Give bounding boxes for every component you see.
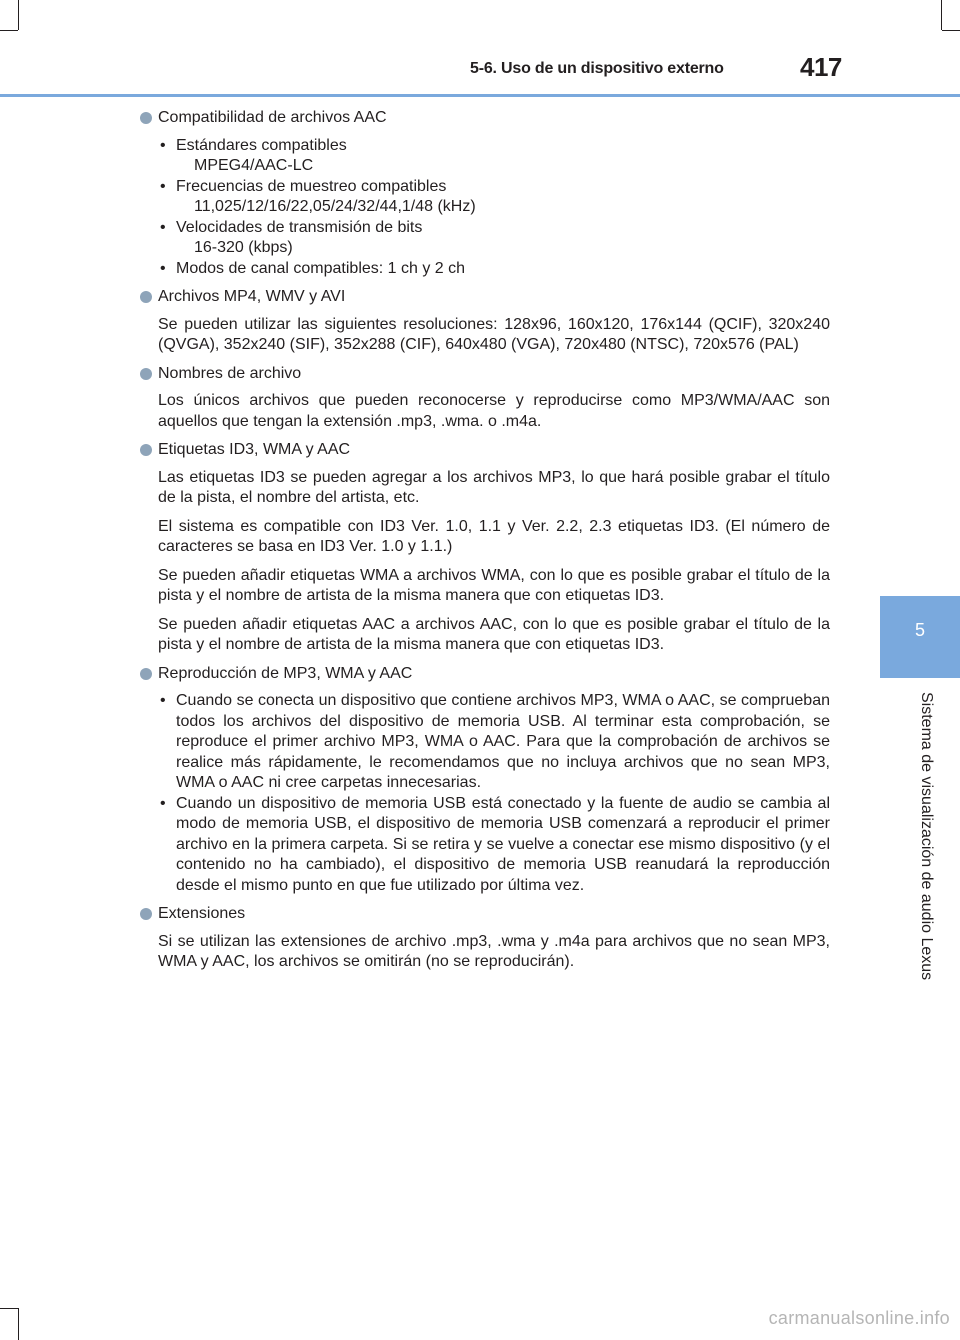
body-paragraph: Las etiquetas ID3 se pueden agregar a los archivos MP3, lo que hará posible grabar el título de la pista, el nombre del artista, etc. — [158, 468, 830, 506]
section-heading — [140, 904, 830, 925]
crop-mark — [0, 30, 18, 31]
main-content — [140, 108, 830, 981]
list-item — [158, 691, 830, 794]
list-item-text: Velocidades de transmisión de bits — [176, 218, 423, 236]
bullet-dot-icon — [140, 444, 152, 456]
list-item — [158, 177, 830, 198]
crop-mark — [941, 0, 942, 30]
content-section — [140, 440, 830, 656]
section-heading-text: Nombres de archivo — [158, 364, 302, 382]
body-paragraph: Se pueden utilizar las siguientes resoluciones: 128x96, 160x120, 176x144 (QCIF), 320x240 (QVGA), 352x240 (SIF), 352x288 (CIF), 640x480 (VGA), 720x480 (NTSC), 720x576 (PAL) — [158, 315, 830, 353]
list-item-value: 16-320 (kbps) — [194, 239, 293, 256]
bullet-mark-icon: • — [160, 794, 166, 812]
section-heading-text: Extensiones — [158, 905, 246, 922]
section-heading — [140, 108, 830, 129]
crop-mark — [942, 30, 960, 31]
list-item-text: Estándares compatibles — [176, 136, 347, 154]
body-paragraph: El sistema es compatible con ID3 Ver. 1.0, 1.1 y Ver. 2.2, 2.3 etiquetas ID3. (El número de caracteres se basa en ID3 Ver. 1.0 y 1.1.) — [158, 517, 830, 555]
watermark: carmanualsonline.info — [768, 1308, 950, 1328]
section-heading — [140, 440, 830, 461]
crop-mark — [18, 1308, 19, 1340]
page-number: 417 — [800, 52, 842, 82]
list-item-text: Frecuencias de muestreo compatibles — [176, 177, 447, 195]
section-heading — [140, 287, 830, 308]
body-paragraph: Se pueden añadir etiquetas AAC a archivos AAC, con lo que es posible grabar el título de la pista y el nombre de artista de la misma manera que con etiquetas ID3. — [158, 615, 830, 653]
body-paragraph: Se pueden añadir etiquetas WMA a archivos WMA, con lo que es posible grabar el título de la pista y el nombre de artista de la misma manera que con etiquetas ID3. — [158, 566, 830, 604]
bullet-list — [140, 136, 830, 280]
bullet-list — [140, 691, 830, 896]
content-section — [140, 287, 830, 356]
list-item-text: Modos de canal compatibles: 1 ch y 2 ch — [176, 259, 466, 277]
list-item-text: Cuando un dispositivo de memoria USB está conectado y la fuente de audio se cambia al modo de memoria USB, el dispositivo de memoria USB comenzará a reproducir el primer archivo en la primera carpeta. Si se retira y se vuelve a conectar ese mismo dispositivo (y el contenido no ha cambiado), el dispositivo de memoria USB reanudará la reproducción desde el mismo punto en que fue utilizado por última vez. — [176, 794, 830, 894]
section-heading-text: Archivos MP4, WMV y AVI — [158, 288, 346, 305]
crop-mark — [0, 1308, 18, 1309]
bullet-mark-icon: • — [160, 177, 166, 195]
body-paragraph: Los únicos archivos que pueden reconocerse y reproducirse como MP3/WMA/AAC son aquellos que tengan la extensión .mp3, .wma. o .m4a. — [158, 392, 830, 430]
list-item — [158, 136, 830, 157]
bullet-mark-icon: • — [160, 692, 166, 709]
bullet-dot-icon — [140, 291, 152, 303]
section-heading-text: Reproducción de MP3, WMA y AAC — [158, 664, 413, 682]
bullet-mark-icon: • — [160, 218, 166, 236]
bullet-mark-icon: • — [160, 136, 166, 154]
side-tab-chapter-number: 5 — [914, 620, 925, 640]
bullet-dot-icon — [140, 112, 152, 124]
body-paragraph: Si se utilizan las extensiones de archivo .mp3, .wma y .m4a para archivos que no sean MP3, WMA y AAC, los archivos se omitirán (no se reproducirán). — [158, 932, 830, 970]
list-item — [158, 218, 830, 239]
section-heading-text: Etiquetas ID3, WMA y AAC — [158, 441, 351, 458]
list-item-value: 11,025/12/16/22,05/24/32/44,1/48 (kHz) — [194, 198, 476, 215]
list-item — [158, 259, 830, 280]
list-item-value: MPEG4/AAC-LC — [194, 157, 314, 174]
content-section — [140, 108, 830, 287]
content-section — [140, 664, 830, 905]
section-header-title: 5-6. Uso de un dispositivo externo — [470, 60, 724, 77]
bullet-dot-icon — [140, 668, 152, 680]
bullet-mark-icon: • — [160, 259, 166, 277]
header-rule — [0, 94, 960, 97]
section-heading — [140, 364, 830, 385]
side-tab-chapter-title: Sistema de visualización de audio Lexus — [918, 692, 935, 981]
content-section — [140, 364, 830, 433]
list-item — [158, 794, 830, 897]
section-heading-text: Compatibilidad de archivos AAC — [158, 109, 387, 126]
bullet-dot-icon — [140, 368, 152, 380]
section-heading — [140, 664, 830, 685]
content-section — [140, 904, 830, 973]
crop-mark — [18, 0, 19, 30]
list-item-text: Cuando se conecta un dispositivo que contiene archivos MP3, WMA o AAC, se comprueban todos los archivos del dispositivo de memoria USB. Al terminar esta comprobación, se reproduce el primer archivo MP3, WMA o AAC. Para que la comprobación de archivos se realice más rápidamente, le recomendamos que no incluya archivos que no sean MP3, WMA o AAC ni cree carpetas innecesarias. — [176, 692, 830, 791]
bullet-dot-icon — [140, 908, 152, 920]
